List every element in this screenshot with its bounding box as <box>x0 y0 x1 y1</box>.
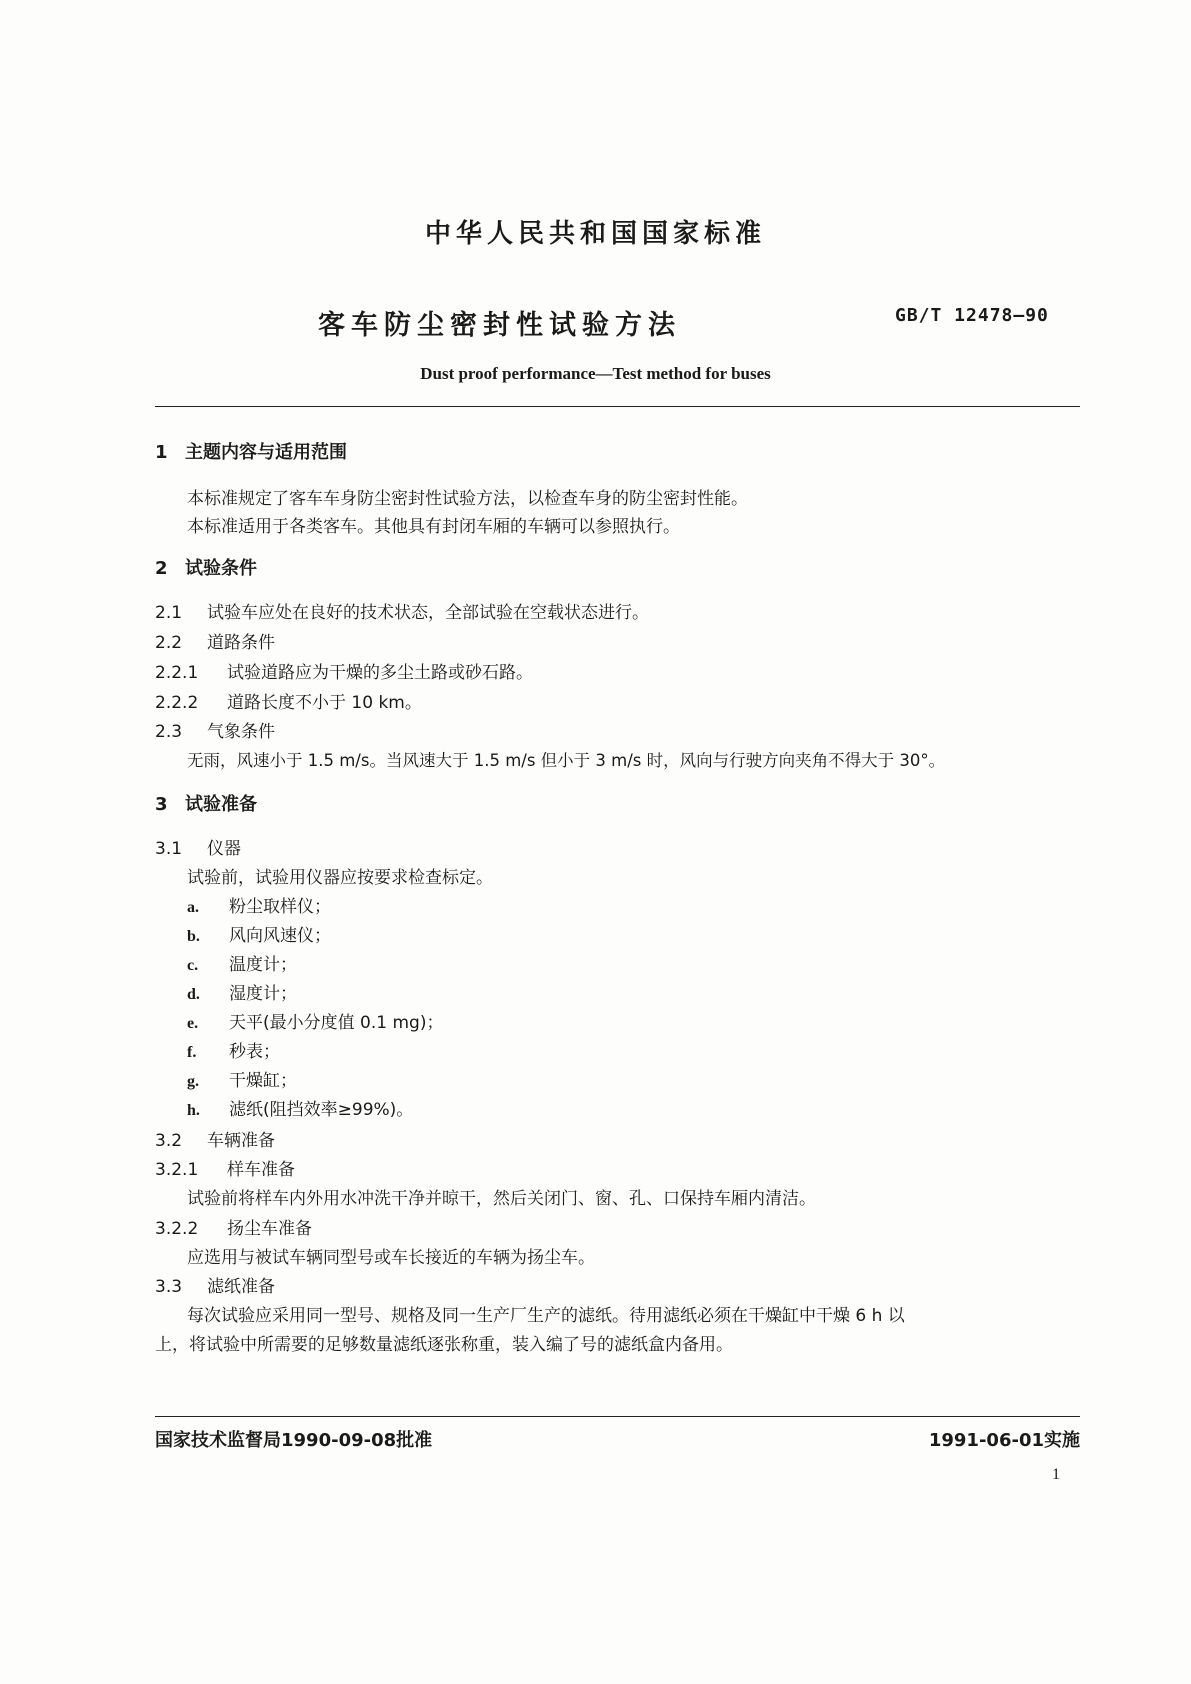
section-number: 1 <box>155 442 168 463</box>
list-item <box>187 1095 413 1120</box>
list-item-text: 粉尘取样仪； <box>229 897 331 917</box>
clause-text: 气象条件 <box>207 722 275 742</box>
clause-number: 2.2.1 <box>155 663 199 683</box>
section-title: 试验条件 <box>185 558 257 579</box>
list-marker: a. <box>187 899 199 916</box>
clause-2-1 <box>155 598 649 623</box>
clause-number: 3.3 <box>155 1277 183 1297</box>
clause-number: 3.2.1 <box>155 1160 199 1180</box>
clause-number: 3.1 <box>155 839 183 859</box>
list-item <box>187 921 331 946</box>
section-number: 2 <box>155 558 168 579</box>
clause-3-3 <box>155 1272 275 1297</box>
list-item <box>187 979 297 1004</box>
paragraph: 应选用与被试车辆同型号或车长接近的车辆为扬尘车。 <box>187 1248 595 1268</box>
clause-number: 2.2.2 <box>155 693 199 713</box>
list-item <box>187 1037 280 1062</box>
english-title: Dust proof performance—Test method for buses <box>420 364 771 383</box>
clause-text: 道路条件 <box>207 633 275 653</box>
implementation-date: 1991-06-01实施 <box>928 1430 1080 1451</box>
clause-number: 2.2 <box>155 633 183 653</box>
list-marker: h. <box>187 1102 200 1119</box>
clause-number: 2.1 <box>155 603 183 623</box>
list-item <box>187 1008 443 1033</box>
clause-number: 3.2.2 <box>155 1219 199 1239</box>
paragraph-continuation: 上，将试验中所需要的足够数量滤纸逐张称重，装入编了号的滤纸盒内备用。 <box>155 1335 733 1355</box>
clause-2-2-2 <box>155 688 422 713</box>
section-3-heading <box>155 790 257 816</box>
paragraph: 本标准适用于各类客车。其他具有封闭车厢的车辆可以参照执行。 <box>187 517 680 537</box>
clause-text: 道路长度不小于 10 km。 <box>227 693 422 713</box>
approval-line: 国家技术监督局1990-09-08批准 <box>155 1430 433 1451</box>
list-marker: f. <box>187 1044 197 1061</box>
list-item <box>187 950 297 975</box>
clause-number: 2.3 <box>155 722 183 742</box>
clause-text: 车辆准备 <box>207 1131 275 1151</box>
list-item <box>187 1066 297 1091</box>
section-1-heading <box>155 438 347 464</box>
clause-text: 样车准备 <box>227 1160 295 1180</box>
list-item-text: 风向风速仪； <box>229 926 331 946</box>
list-item-text: 湿度计； <box>229 984 297 1004</box>
section-title: 主题内容与适用范围 <box>185 442 347 463</box>
list-marker: g. <box>187 1073 199 1090</box>
section-2-heading <box>155 554 257 580</box>
clause-text: 仪器 <box>207 839 241 859</box>
paragraph: 试验前将样车内外用水冲洗干净并晾干，然后关闭门、窗、孔、口保持车厢内清洁。 <box>187 1189 816 1209</box>
section-number: 3 <box>155 794 168 815</box>
list-marker: d. <box>187 986 200 1003</box>
paragraph: 每次试验应采用同一型号、规格及同一生产厂生产的滤纸。待用滤纸必须在干燥缸中干燥 6 h 以 <box>187 1306 905 1326</box>
list-item-text: 秒表； <box>229 1042 280 1062</box>
list-item-text: 干燥缸； <box>229 1071 297 1091</box>
list-marker: b. <box>187 928 200 945</box>
header-divider <box>155 406 1080 407</box>
document-title: 客车防尘密封性试验方法 <box>318 310 681 341</box>
list-item <box>187 892 331 917</box>
clause-text: 滤纸准备 <box>207 1277 275 1297</box>
paragraph: 试验前，试验用仪器应按要求检查标定。 <box>187 868 493 888</box>
clause-3-1 <box>155 834 241 859</box>
section-title: 试验准备 <box>185 794 257 815</box>
footer-divider <box>155 1416 1080 1417</box>
clause-3-2 <box>155 1126 275 1151</box>
clause-3-2-2 <box>155 1214 312 1239</box>
standard-category-title: 中华人民共和国国家标准 <box>424 219 766 249</box>
clause-2-3 <box>155 717 275 742</box>
standard-number: GB/T 12478—90 <box>895 305 1049 326</box>
list-marker: c. <box>187 957 199 974</box>
clause-text: 试验车应处在良好的技术状态，全部试验在空载状态进行。 <box>207 603 649 623</box>
clause-number: 3.2 <box>155 1131 183 1151</box>
page-number: 1 <box>1052 1466 1060 1483</box>
paragraph: 本标准规定了客车车身防尘密封性试验方法，以检查车身的防尘密封性能。 <box>187 489 748 509</box>
clause-2-2 <box>155 628 275 653</box>
clause-text: 扬尘车准备 <box>227 1219 312 1239</box>
clause-3-2-1 <box>155 1155 295 1180</box>
clause-2-2-1 <box>155 658 533 683</box>
list-item-text: 滤纸(阻挡效率≥99%)。 <box>229 1100 414 1120</box>
list-item-text: 天平(最小分度值 0.1 mg)； <box>229 1013 444 1033</box>
list-marker: e. <box>187 1015 199 1032</box>
list-item-text: 温度计； <box>229 955 297 975</box>
clause-text: 试验道路应为干燥的多尘土路或砂石路。 <box>227 663 533 683</box>
paragraph: 无雨，风速小于 1.5 m/s。当风速大于 1.5 m/s 但小于 3 m/s 时，风向与行驶方向夹角不得大于 30°。 <box>187 751 946 770</box>
